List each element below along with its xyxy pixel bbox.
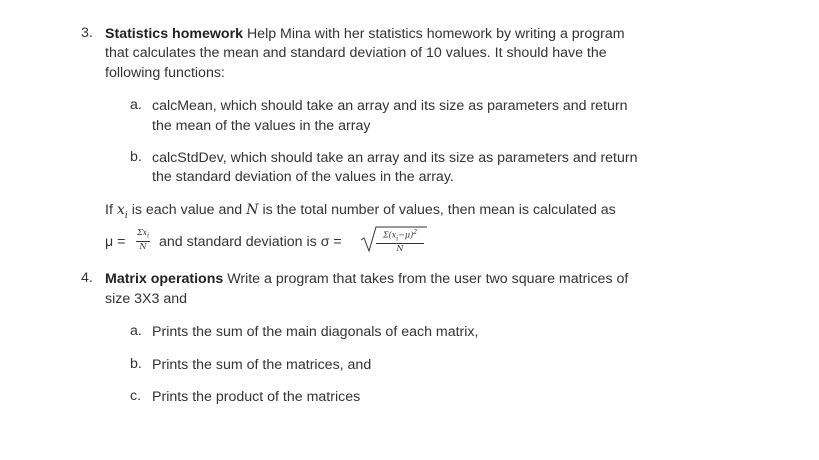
q4-item-c-marker: c. (130, 388, 142, 404)
formula-if: If (105, 202, 113, 218)
q4-intro-line-1 (105, 270, 628, 288)
std-fraction (376, 228, 424, 253)
formula-rest: is the total number of values, then mean is calculated as (262, 202, 616, 218)
q3-item-b-line-1: calcStdDev, which should take an array and its size as parameters and return (152, 150, 638, 166)
std-denominator: N (396, 244, 404, 254)
mean-fraction (136, 228, 150, 251)
formula-and-std: and standard deviation is σ = (159, 234, 342, 250)
mean-numerator: $\Sigma x_i$ (136, 228, 150, 240)
formula-each-value: is each value and (131, 202, 243, 218)
q3-number: 3. (81, 25, 93, 41)
q3-item-a-marker: a. (130, 97, 142, 113)
q4-item-b-text: Prints the sum of the matrices, and (152, 357, 372, 373)
formula-line-1 (105, 201, 616, 225)
q4-intro-line-2: size 3X3 and (105, 291, 188, 307)
q3-item-b-marker: b. (130, 149, 142, 165)
std-numerator: $\Sigma(x_i-\mu)^2$ (382, 229, 418, 243)
q3-intro-line-3: following functions: (105, 65, 225, 81)
q3-intro-line-2: that calculates the mean and standard deviation of 10 values. It should have the (105, 45, 607, 61)
q3-title: Statistics homework (105, 26, 243, 42)
q4-item-a-marker: a. (130, 323, 142, 339)
q3-intro-text-1: Help Mina with her statistics homework by writing a program (246, 26, 625, 42)
formula-xi: $x_i$ (116, 202, 128, 221)
q4-item-b-marker: b. (130, 356, 142, 372)
formula-mu: μ = (105, 234, 126, 250)
q4-intro-text-1: Write a program that takes from the user two square matrices of (227, 271, 629, 287)
formula-n: N (246, 202, 259, 218)
q3-item-a-line-1: calcMean, which should take an array and its size as parameters and return (152, 98, 628, 114)
q4-item-a-text: Prints the sum of the main diagonals of each matrix, (152, 324, 479, 340)
q3-item-b-line-2: the standard deviation of the values in the array. (152, 169, 454, 185)
mean-denominator: N (139, 241, 147, 251)
q4-number: 4. (81, 270, 93, 286)
q4-title: Matrix operations (105, 271, 224, 287)
q4-item-c-text: Prints the product of the matrices (152, 389, 361, 405)
q3-item-a-line-2: the mean of the values in the array (152, 118, 371, 134)
q3-intro-line-1 (105, 25, 625, 43)
